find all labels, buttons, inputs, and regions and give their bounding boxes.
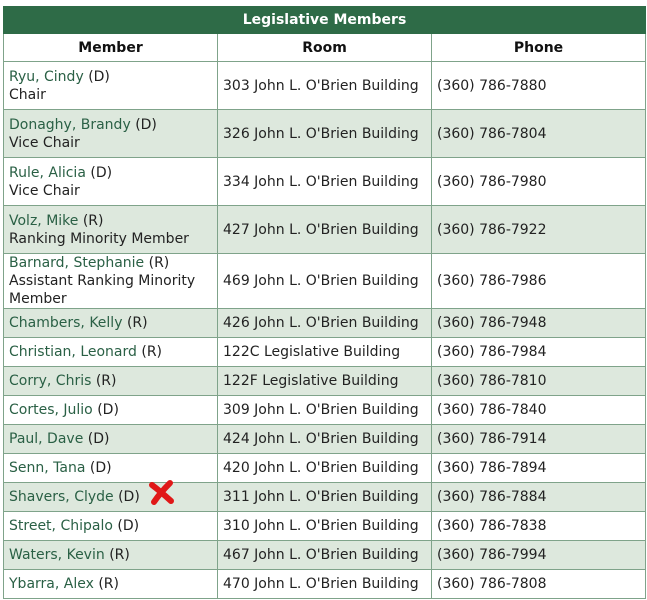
member-party: (D) xyxy=(97,402,119,418)
phone-cell: (360) 786-7980 xyxy=(432,158,646,206)
member-role: Ranking Minority Member xyxy=(9,230,189,247)
member-role: Assistant Ranking Minority Member xyxy=(9,273,196,307)
member-party: (D) xyxy=(118,489,140,505)
member-party: (R) xyxy=(95,373,117,389)
red-x-mark-icon xyxy=(145,476,179,510)
phone-cell: (360) 786-7922 xyxy=(432,206,646,254)
member-cell xyxy=(4,570,218,599)
room-cell: 310 John L. O'Brien Building xyxy=(218,512,432,541)
table-row xyxy=(4,206,646,254)
member-role: Vice Chair xyxy=(9,134,80,151)
member-party: (R) xyxy=(109,547,130,563)
member-cell xyxy=(4,454,218,483)
phone-cell: (360) 786-7880 xyxy=(432,62,646,110)
room-cell: 420 John L. O'Brien Building xyxy=(218,454,432,483)
member-cell xyxy=(4,483,218,512)
member-name-link[interactable]: Volz, Mike xyxy=(9,212,79,229)
member-cell xyxy=(4,309,218,338)
member-cell xyxy=(4,338,218,367)
phone-cell: (360) 786-7986 xyxy=(432,254,646,309)
phone-cell: (360) 786-7808 xyxy=(432,570,646,599)
column-header-member: Member xyxy=(4,34,218,62)
room-cell: 311 John L. O'Brien Building xyxy=(218,483,432,512)
table-row xyxy=(4,338,646,367)
phone-cell: (360) 786-7838 xyxy=(432,512,646,541)
table-row xyxy=(4,62,646,110)
member-name-link[interactable]: Donaghy, Brandy xyxy=(9,116,131,133)
member-cell xyxy=(4,512,218,541)
member-party: (R) xyxy=(148,255,170,271)
phone-cell: (360) 786-7810 xyxy=(432,367,646,396)
member-name-link[interactable]: Corry, Chris xyxy=(9,373,92,389)
member-name-link[interactable]: Ryu, Cindy xyxy=(9,68,84,85)
room-cell: 334 John L. O'Brien Building xyxy=(218,158,432,206)
table-row xyxy=(4,158,646,206)
table-row xyxy=(4,570,646,599)
table-row xyxy=(4,512,646,541)
room-cell: 426 John L. O'Brien Building xyxy=(218,309,432,338)
legislative-members-table-wrapper xyxy=(3,6,646,599)
member-name-link[interactable]: Waters, Kevin xyxy=(9,547,105,563)
member-party: (D) xyxy=(89,460,112,476)
member-cell xyxy=(4,396,218,425)
phone-cell: (360) 786-7884 xyxy=(432,483,646,512)
member-name-link[interactable]: Cortes, Julio xyxy=(9,402,93,418)
legislative-members-table xyxy=(3,6,646,599)
phone-cell: (360) 786-7994 xyxy=(432,541,646,570)
member-party: (D) xyxy=(117,518,140,534)
member-cell xyxy=(4,110,218,158)
member-cell xyxy=(4,254,218,309)
table-row xyxy=(4,483,646,512)
member-name-link[interactable]: Paul, Dave xyxy=(9,431,84,447)
member-party: (R) xyxy=(82,212,104,229)
member-name-link[interactable]: Rule, Alicia xyxy=(9,164,86,181)
room-cell: 326 John L. O'Brien Building xyxy=(218,110,432,158)
phone-cell: (360) 786-7894 xyxy=(432,454,646,483)
phone-cell: (360) 786-7804 xyxy=(432,110,646,158)
member-party: (D) xyxy=(135,116,157,133)
table-caption: Legislative Members xyxy=(4,7,646,34)
table-row xyxy=(4,425,646,454)
room-cell: 122F Legislative Building xyxy=(218,367,432,396)
phone-cell: (360) 786-7948 xyxy=(432,309,646,338)
member-name-link[interactable]: Shavers, Clyde xyxy=(9,489,114,505)
member-cell xyxy=(4,425,218,454)
room-cell: 303 John L. O'Brien Building xyxy=(218,62,432,110)
table-row xyxy=(4,396,646,425)
phone-cell: (360) 786-7984 xyxy=(432,338,646,367)
member-cell xyxy=(4,62,218,110)
member-party: (D) xyxy=(88,68,110,85)
room-cell: 427 John L. O'Brien Building xyxy=(218,206,432,254)
table-row xyxy=(4,309,646,338)
phone-cell: (360) 786-7840 xyxy=(432,396,646,425)
table-row xyxy=(4,541,646,570)
member-name-link[interactable]: Christian, Leonard xyxy=(9,344,137,360)
room-cell: 470 John L. O'Brien Building xyxy=(218,570,432,599)
member-role: Chair xyxy=(9,86,46,103)
member-cell xyxy=(4,367,218,396)
member-cell xyxy=(4,158,218,206)
room-cell: 122C Legislative Building xyxy=(218,338,432,367)
member-name-link[interactable]: Barnard, Stephanie xyxy=(9,255,145,271)
member-party: (R) xyxy=(141,344,163,360)
member-party: (D) xyxy=(90,164,113,181)
member-name-link[interactable]: Street, Chipalo xyxy=(9,518,113,534)
table-row xyxy=(4,454,646,483)
column-header-room: Room xyxy=(218,34,432,62)
table-row xyxy=(4,254,646,309)
member-cell xyxy=(4,541,218,570)
member-name-link[interactable]: Ybarra, Alex xyxy=(9,576,94,592)
member-party: (R) xyxy=(98,576,119,592)
table-row xyxy=(4,367,646,396)
member-party: (D) xyxy=(87,431,110,447)
member-name-link[interactable]: Senn, Tana xyxy=(9,460,86,476)
room-cell: 467 John L. O'Brien Building xyxy=(218,541,432,570)
room-cell: 469 John L. O'Brien Building xyxy=(218,254,432,309)
room-cell: 424 John L. O'Brien Building xyxy=(218,425,432,454)
member-cell xyxy=(4,206,218,254)
table-row xyxy=(4,110,646,158)
table-body xyxy=(4,62,646,599)
member-role: Vice Chair xyxy=(9,182,80,199)
member-name-link[interactable]: Chambers, Kelly xyxy=(9,315,123,331)
member-party: (R) xyxy=(126,315,148,331)
room-cell: 309 John L. O'Brien Building xyxy=(218,396,432,425)
phone-cell: (360) 786-7914 xyxy=(432,425,646,454)
column-header-phone: Phone xyxy=(432,34,646,62)
